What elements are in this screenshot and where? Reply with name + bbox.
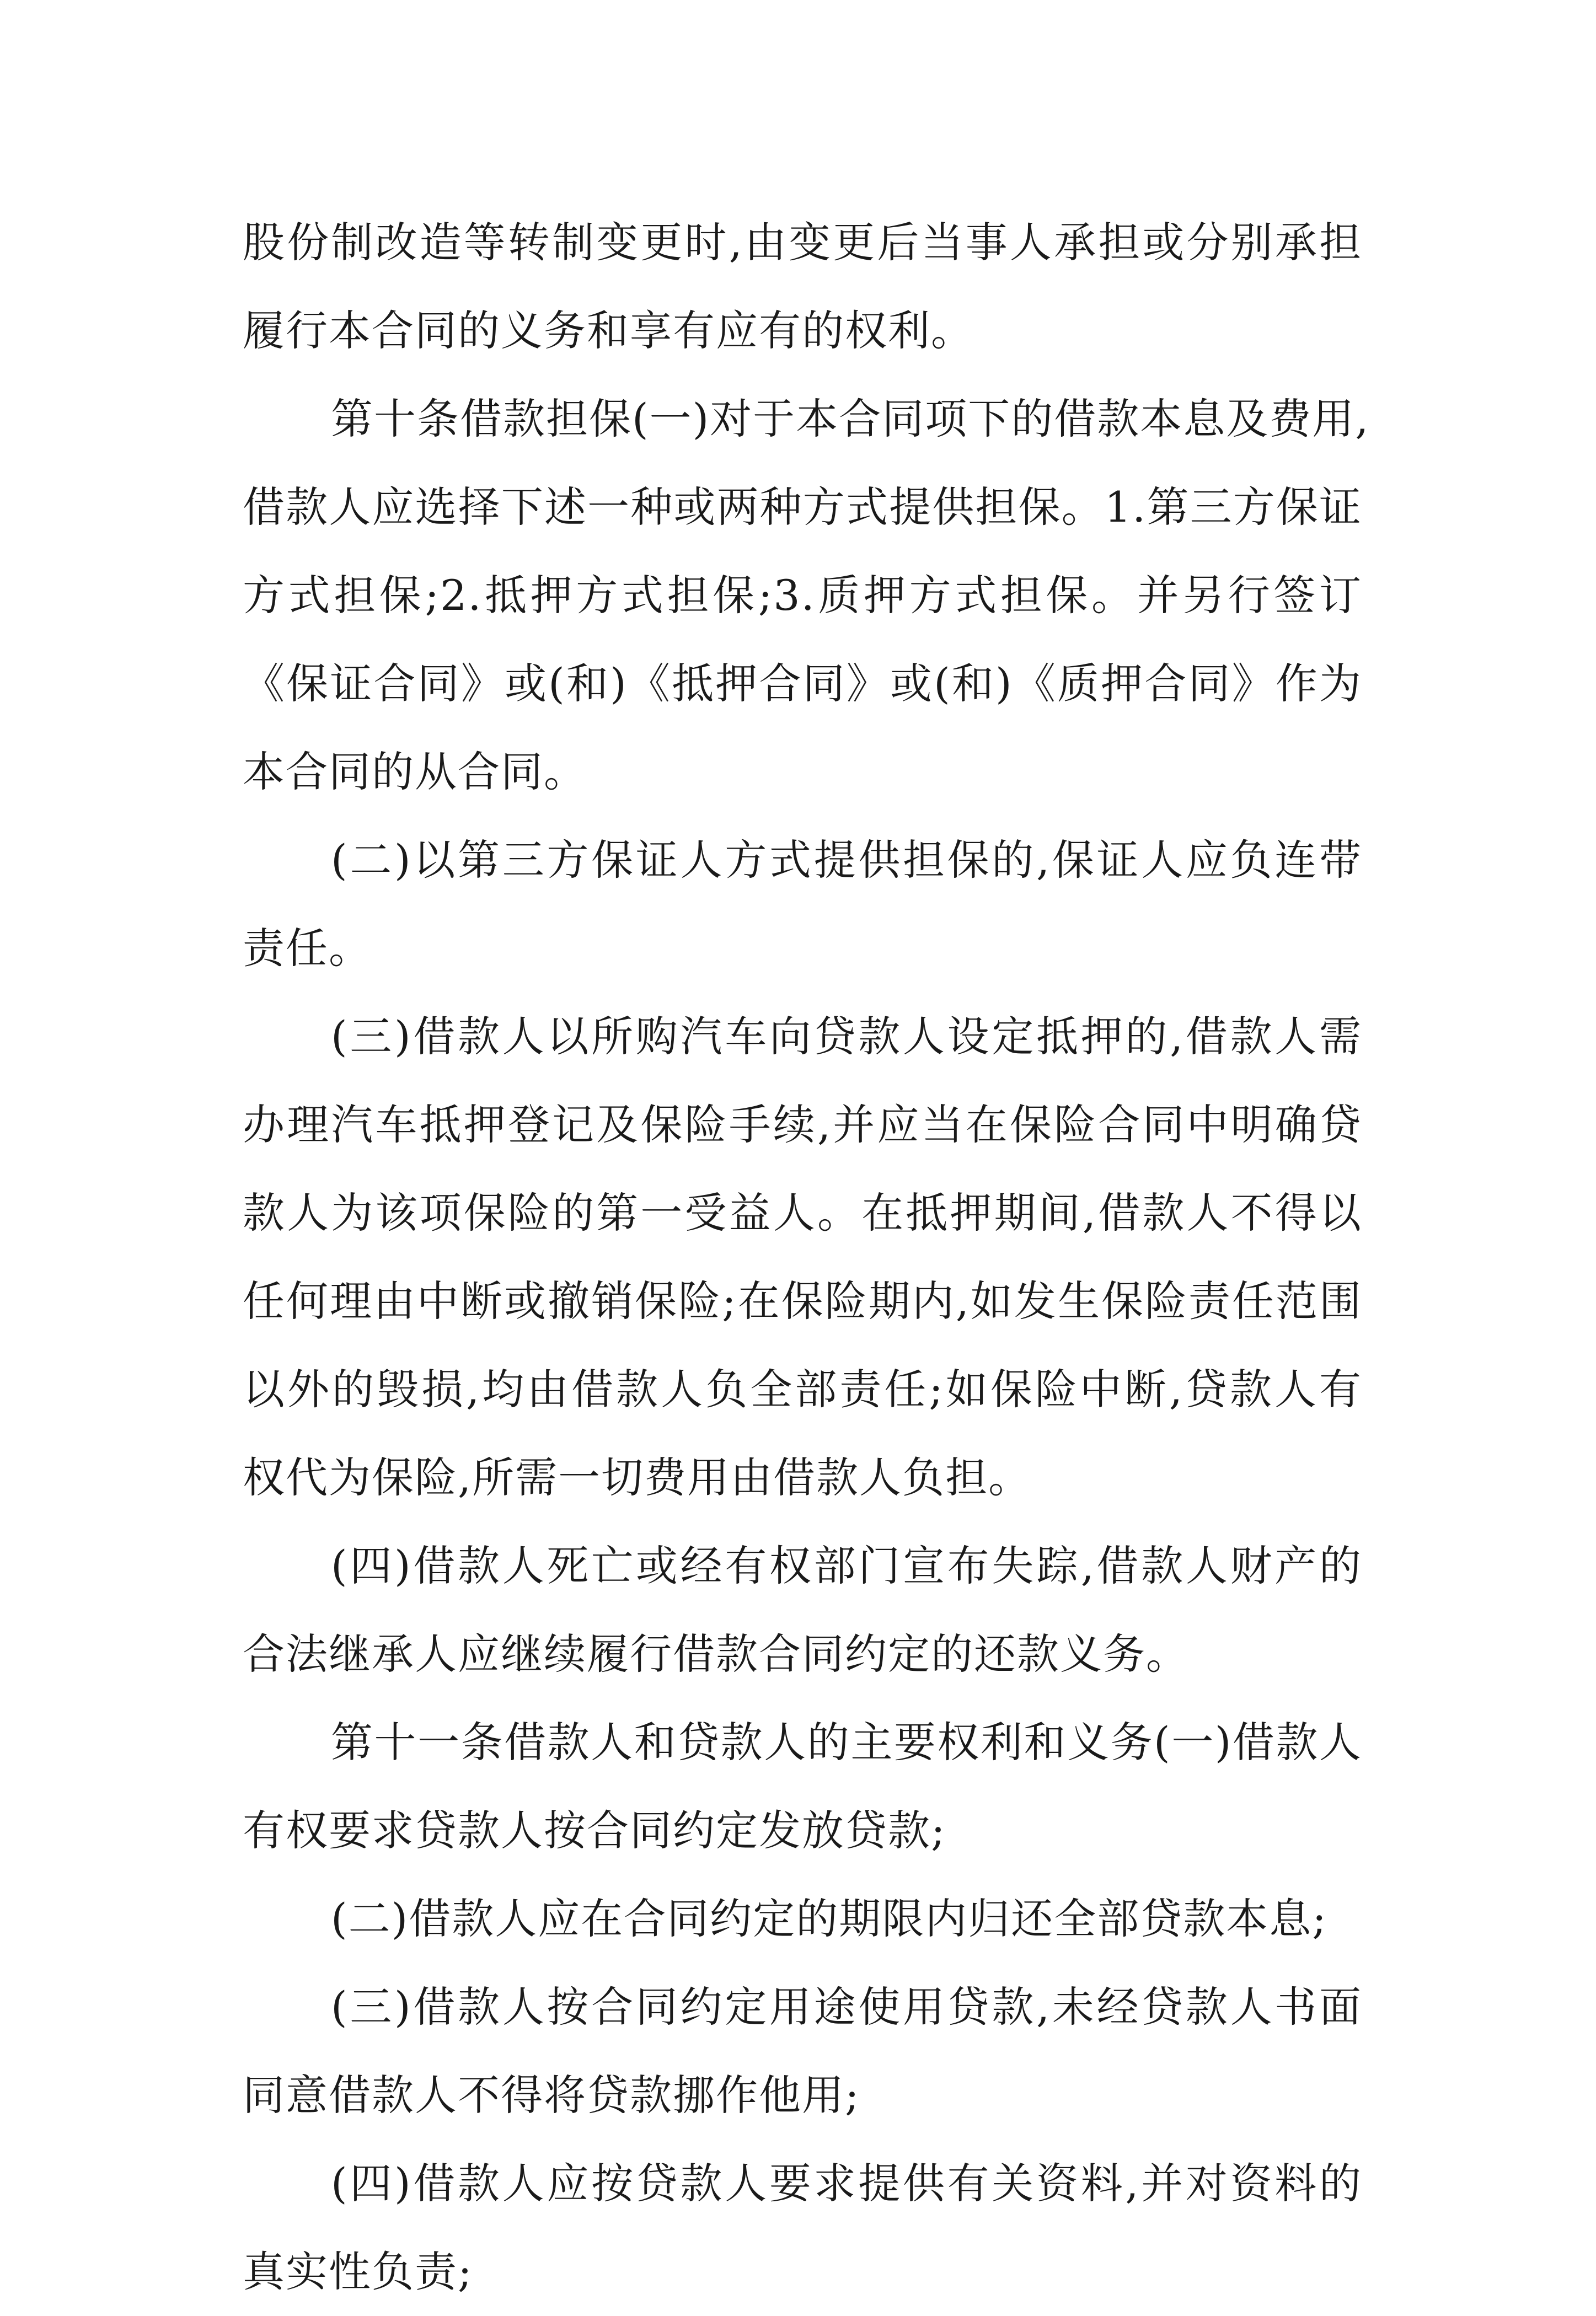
text-line: 责任。 <box>243 924 372 973</box>
text-line: 股份制改造等转制变更时,由变更后当事人承担或分别承担 <box>243 218 1362 267</box>
text-line: 任何理由中断或撤销保险;在保险期内,如发生保险责任范围 <box>243 1277 1362 1326</box>
text-line: (四)借款人死亡或经有权部门宣布失踪,借款人财产的 <box>331 1541 1362 1590</box>
text-line: 款人为该项保险的第一受益人。在抵押期间,借款人不得以 <box>243 1188 1362 1237</box>
text-line: 合法继承人应继续履行借款合同约定的还款义务。 <box>243 1629 1189 1679</box>
text-line: 以外的毁损,均由借款人负全部责任;如保险中断,贷款人有 <box>243 1365 1362 1414</box>
text-line: (三)借款人以所购汽车向贷款人设定抵押的,借款人需 <box>331 1012 1362 1061</box>
text-line: 权代为保险,所需一切费用由借款人负担。 <box>243 1453 1032 1502</box>
text-line: (四)借款人应按贷款人要求提供有关资料,并对资料的 <box>331 2159 1362 2208</box>
contract-body-text <box>243 199 1370 2316</box>
text-line: 《保证合同》或(和)《抵押合同》或(和)《质押合同》作为 <box>243 659 1362 708</box>
text-line: 借款人应选择下述一种或两种方式提供担保。1.第三方保证 <box>243 482 1362 532</box>
text-line: 办理汽车抵押登记及保险手续,并应当在保险合同中明确贷 <box>243 1100 1362 1149</box>
text-line: 第十一条借款人和贷款人的主要权利和义务(一)借款人 <box>331 1718 1362 1767</box>
text-line: 同意借款人不得将贷款挪作他用; <box>243 2071 860 2120</box>
text-line: (二)借款人应在合同约定的期限内归还全部贷款本息; <box>331 1894 1327 1943</box>
text-line: (三)借款人按合同约定用途使用贷款,未经贷款人书面 <box>331 1982 1362 2031</box>
text-line: 第十条借款担保(一)对于本合同项下的借款本息及费用, <box>331 394 1370 443</box>
text-line: 真实性负责; <box>243 2247 473 2296</box>
text-line: (二)以第三方保证人方式提供担保的,保证人应负连带 <box>331 835 1362 884</box>
text-line: 本合同的从合同。 <box>243 747 587 796</box>
text-line: 有权要求贷款人按合同约定发放贷款; <box>243 1806 946 1855</box>
text-line: 方式担保;2.抵押方式担保;3.质押方式担保。并另行签订 <box>243 571 1362 620</box>
text-line: 履行本合同的义务和享有应有的权利。 <box>243 306 974 355</box>
